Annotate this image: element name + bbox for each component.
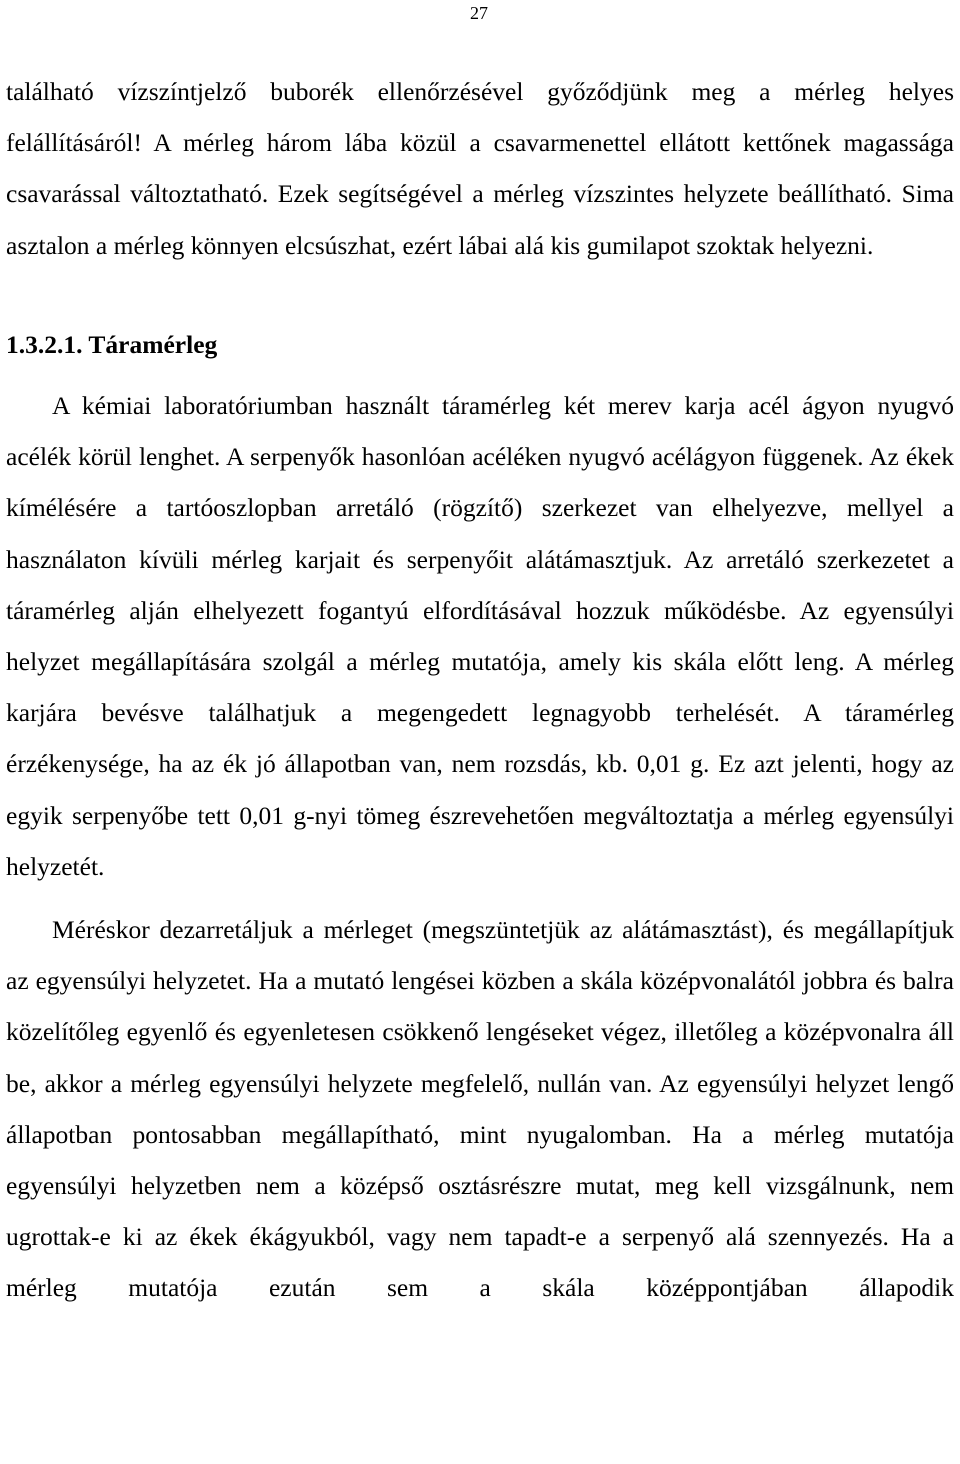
page-number: 27: [470, 3, 488, 23]
paragraph-intro: található vízszíntjelző buborék ellenőrzésével győződjünk meg a mérleg helyes felállításáról! A mérleg három lába közül a csavarmenettel ellátott kettőnek magassága csavarással változtatható. Ezek segítségével a mérleg vízszintes helyzete beállítható. Sima asztalon a mérleg könnyen elcsúszhat, ezért lábai alá kis gumilapot szoktak helyezni.: [6, 77, 954, 260]
section-heading: 1.3.2.1. Táramérleg: [6, 329, 218, 359]
paragraph-mereskor: Méréskor dezarretáljuk a mérleget (megszüntetjük az alátámasztást), és megállapítjuk az egyensúlyi helyzetet. Ha a mutató lengései közben a skála középvonalától jobbra és balra közelítőleg egyenlő és egyenletesen csökkenő lengéseket végez, illetőleg a középvonalra áll be, akkor a mérleg egyensúlyi helyzete megfelelő, nullán van. Az egyensúlyi helyzet lengő állapotban pontosabban megállapítható, mint nyugalomban. Ha a mérleg mutatója egyensúlyi helyzetben nem a középső osztásrészre mutat, meg kell vizsgálnunk, nem ugrottak-e ki az ékek ékágyukból, vagy nem tapadt-e a serpenyő alá szennyezés. Ha a mérleg mutatója ezután sem a skála középpontjában állapodik: [6, 915, 954, 1303]
document-body: [6, 66, 954, 1314]
paragraph-taramerleg: A kémiai laboratóriumban használt táramérleg két merev karja acél ágyon nyugvó acélék körül lenghet. A serpenyők hasonlóan acéléken nyugvó acélágyon függenek. Az ékek kímélésére a tartóoszlopban arretáló (rögzítő) szerkezet van elhelyezve, mellyel a használaton kívüli mérleg karjait és serpenyőit alátámasztjuk. Az arretáló szerkezetet a táramérleg alján elhelyezett fogantyú elfordításával hozzuk működésbe. Az egyensúlyi helyzet megállapítására szolgál a mérleg mutatója, amely kis skála előtt leng. A mérleg karjára bevésve találhatjuk a megengedett legnagyobb terhelését. A táramérleg érzékenysége, ha az ék jó állapotban van, nem rozsdás, kb. 0,01 g. Ez azt jelenti, hogy az egyik serpenyőbe tett 0,01 g-nyi tömeg észrevehetően megváltoztatja a mérleg egyensúlyi helyzetét.: [6, 391, 954, 881]
